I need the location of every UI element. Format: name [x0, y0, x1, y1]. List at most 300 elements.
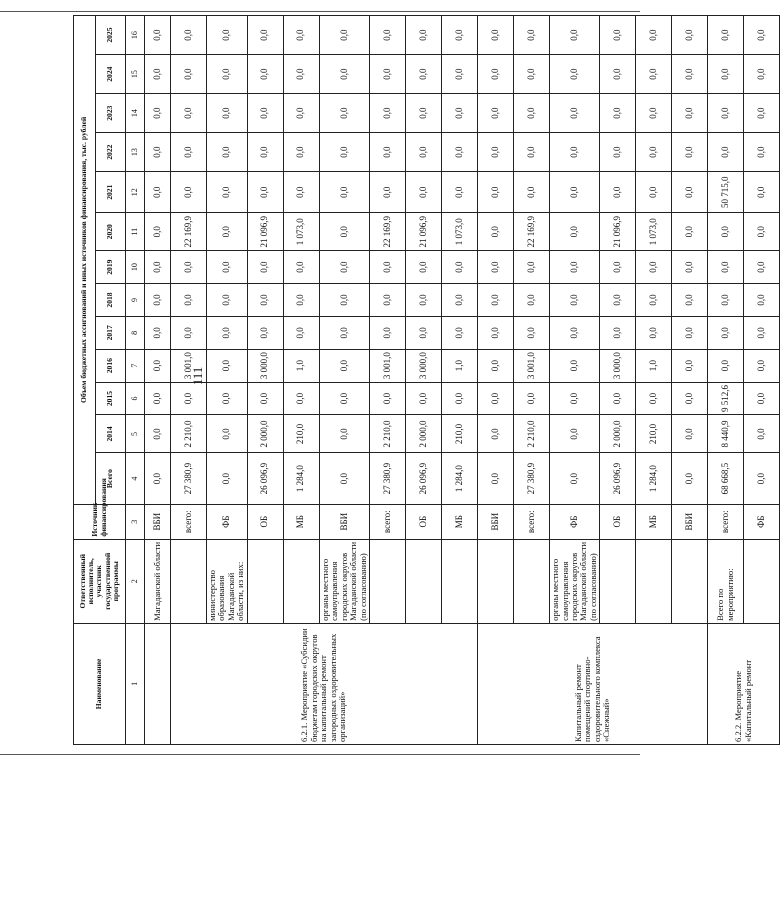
source-cell: ВБИ [672, 504, 708, 539]
table-body [145, 16, 780, 745]
value-cell: 0,0 [145, 316, 171, 349]
value-cell: 0,0 [319, 172, 369, 213]
value-cell: 0,0 [744, 316, 780, 349]
value-cell: 0,0 [744, 415, 780, 453]
value-cell: 0,0 [370, 94, 406, 133]
value-cell: 210,0 [636, 415, 672, 453]
value-cell: 0,0 [550, 415, 600, 453]
total-cell: 0,0 [207, 453, 248, 504]
value-cell: 0,0 [171, 172, 207, 213]
value-cell: 0,0 [247, 16, 283, 55]
value-cell: 8 440,9 [708, 415, 744, 453]
column-number: 14 [126, 94, 145, 133]
value-cell: 0,0 [442, 316, 478, 349]
header-year: 2022 [96, 133, 126, 172]
budget-table [73, 15, 780, 745]
responsible-cell: Магаданской области [145, 539, 171, 623]
header-name: Наименование [74, 623, 126, 744]
source-cell: ВБИ [145, 504, 171, 539]
value-cell: 0,0 [478, 415, 514, 453]
value-cell: 0,0 [550, 172, 600, 213]
value-cell: 0,0 [145, 284, 171, 317]
header-year: 2015 [96, 382, 126, 415]
value-cell: 0,0 [514, 55, 550, 94]
value-cell: 0,0 [370, 16, 406, 55]
value-cell: 0,0 [478, 382, 514, 415]
total-cell: 26 096,9 [247, 453, 283, 504]
value-cell: 0,0 [370, 172, 406, 213]
total-cell: 0,0 [319, 453, 369, 504]
value-cell: 0,0 [319, 16, 369, 55]
responsible-cell [672, 539, 708, 623]
value-cell: 0,0 [672, 94, 708, 133]
source-cell: ОБ [406, 504, 442, 539]
value-cell: 0,0 [406, 133, 442, 172]
value-cell: 0,0 [744, 133, 780, 172]
column-number: 16 [126, 16, 145, 55]
value-cell: 0,0 [207, 94, 248, 133]
header-year: 2023 [96, 94, 126, 133]
source-cell: ВБИ [478, 504, 514, 539]
responsible-cell [406, 539, 442, 623]
responsible-cell [442, 539, 478, 623]
source-cell: всего: [708, 504, 744, 539]
value-cell: 0,0 [145, 55, 171, 94]
value-cell: 0,0 [636, 94, 672, 133]
value-cell: 0,0 [550, 133, 600, 172]
value-cell: 0,0 [550, 382, 600, 415]
value-cell: 0,0 [319, 415, 369, 453]
source-cell: ОБ [247, 504, 283, 539]
value-cell: 0,0 [672, 316, 708, 349]
column-number: 7 [126, 349, 145, 382]
value-cell: 0,0 [406, 316, 442, 349]
value-cell: 210,0 [442, 415, 478, 453]
value-cell: 1 073,0 [283, 213, 319, 251]
value-cell: 0,0 [600, 133, 636, 172]
source-cell: всего: [370, 504, 406, 539]
header-year: 2017 [96, 316, 126, 349]
value-cell: 0,0 [207, 133, 248, 172]
header-volume-title: Объем бюджетных ассигнований и иных источников финансирования, тыс. рублей [74, 16, 96, 505]
value-cell: 0,0 [600, 251, 636, 284]
column-number: 4 [126, 453, 145, 504]
header-responsible: Ответственный исполнитель, участник государственной программы [74, 539, 126, 623]
value-cell: 0,0 [247, 316, 283, 349]
value-cell: 0,0 [283, 382, 319, 415]
source-cell: МБ [283, 504, 319, 539]
value-cell: 0,0 [708, 251, 744, 284]
responsible-cell: министерство образования Магаданской области, из них: [207, 539, 248, 623]
value-cell: 0,0 [442, 16, 478, 55]
value-cell: 0,0 [514, 284, 550, 317]
value-cell: 0,0 [247, 284, 283, 317]
source-cell: ОБ [600, 504, 636, 539]
value-cell: 0,0 [672, 349, 708, 382]
value-cell: 0,0 [319, 349, 369, 382]
value-cell: 0,0 [145, 349, 171, 382]
value-cell: 0,0 [550, 94, 600, 133]
value-cell: 0,0 [672, 415, 708, 453]
total-cell: 0,0 [744, 453, 780, 504]
source-cell: всего: [171, 504, 207, 539]
total-cell: 1 284,0 [283, 453, 319, 504]
value-cell: 0,0 [370, 382, 406, 415]
value-cell: 3 000,0 [406, 349, 442, 382]
total-cell: 27 380,9 [370, 453, 406, 504]
value-cell: 1,0 [442, 349, 478, 382]
value-cell: 0,0 [478, 94, 514, 133]
value-cell: 0,0 [442, 284, 478, 317]
value-cell: 0,0 [283, 16, 319, 55]
value-cell: 2 210,0 [370, 415, 406, 453]
measure-name [145, 623, 171, 744]
value-cell: 210,0 [283, 415, 319, 453]
value-cell: 0,0 [145, 16, 171, 55]
responsible-cell: Всего по мероприятию: [708, 539, 744, 623]
value-cell: 0,0 [406, 284, 442, 317]
value-cell: 0,0 [370, 316, 406, 349]
value-cell: 0,0 [636, 55, 672, 94]
header-source: Источник финансирования [74, 504, 126, 539]
responsible-cell [478, 539, 514, 623]
value-cell: 0,0 [672, 16, 708, 55]
value-cell: 0,0 [478, 213, 514, 251]
source-cell: ФБ [550, 504, 600, 539]
value-cell: 0,0 [744, 213, 780, 251]
value-cell: 0,0 [514, 251, 550, 284]
value-cell: 0,0 [207, 349, 248, 382]
column-number: 9 [126, 284, 145, 317]
value-cell: 0,0 [744, 349, 780, 382]
total-cell: 0,0 [145, 453, 171, 504]
header-year: 2019 [96, 251, 126, 284]
value-cell: 0,0 [207, 415, 248, 453]
value-cell: 0,0 [406, 94, 442, 133]
value-cell: 3 000,0 [600, 349, 636, 382]
column-number: 11 [126, 213, 145, 251]
column-number: 5 [126, 415, 145, 453]
page-number: 111 [190, 366, 205, 386]
total-cell: 0,0 [550, 453, 600, 504]
table-row [145, 16, 171, 745]
value-cell: 0,0 [550, 316, 600, 349]
value-cell: 0,0 [171, 382, 207, 415]
value-cell: 0,0 [478, 172, 514, 213]
value-cell: 3 000,0 [247, 349, 283, 382]
value-cell: 21 096,9 [600, 213, 636, 251]
column-number: 2 [126, 539, 145, 623]
value-cell: 0,0 [600, 284, 636, 317]
value-cell: 0,0 [636, 16, 672, 55]
value-cell: 0,0 [514, 16, 550, 55]
total-cell: 27 380,9 [171, 453, 207, 504]
responsible-cell [636, 539, 672, 623]
column-number-row [126, 16, 145, 745]
value-cell: 0,0 [708, 94, 744, 133]
column-number: 1 [126, 623, 145, 744]
value-cell: 0,0 [406, 172, 442, 213]
value-cell: 0,0 [478, 55, 514, 94]
value-cell: 0,0 [550, 284, 600, 317]
value-cell: 9 512,6 [708, 382, 744, 415]
measure-name: 6.2.2. Мероприятие «Капитальный ремонт [708, 623, 780, 744]
value-cell: 0,0 [708, 284, 744, 317]
header-year: 2025 [96, 16, 126, 55]
measure-name: 6.2.1. Мероприятие «Субсидии бюджетам городских округов на капитальный ремонт загородных оздоровительных организаций» [171, 623, 478, 744]
value-cell: 0,0 [550, 213, 600, 251]
value-cell: 0,0 [744, 382, 780, 415]
value-cell: 22 169,9 [370, 213, 406, 251]
source-cell: ФБ [744, 504, 780, 539]
value-cell: 0,0 [478, 251, 514, 284]
value-cell: 0,0 [514, 382, 550, 415]
header-year: 2024 [96, 55, 126, 94]
value-cell: 0,0 [514, 133, 550, 172]
value-cell: 1,0 [636, 349, 672, 382]
total-cell: 0,0 [478, 453, 514, 504]
value-cell: 0,0 [636, 316, 672, 349]
value-cell: 0,0 [744, 55, 780, 94]
value-cell: 0,0 [247, 55, 283, 94]
total-cell: 1 284,0 [636, 453, 672, 504]
value-cell: 0,0 [145, 382, 171, 415]
value-cell: 0,0 [171, 316, 207, 349]
value-cell: 0,0 [207, 284, 248, 317]
value-cell: 0,0 [442, 251, 478, 284]
value-cell: 0,0 [283, 94, 319, 133]
value-cell: 0,0 [283, 284, 319, 317]
value-cell: 0,0 [550, 349, 600, 382]
value-cell: 0,0 [145, 213, 171, 251]
value-cell: 0,0 [636, 284, 672, 317]
value-cell: 21 096,9 [247, 213, 283, 251]
responsible-cell: органы местного самоуправления городских округов Магаданской области (по согласованию) [550, 539, 600, 623]
value-cell: 0,0 [600, 94, 636, 133]
table-row [171, 16, 207, 745]
value-cell: 0,0 [319, 213, 369, 251]
table-row [478, 16, 514, 745]
top-rule [0, 11, 640, 12]
value-cell: 0,0 [708, 213, 744, 251]
column-number: 3 [126, 504, 145, 539]
value-cell: 0,0 [370, 284, 406, 317]
value-cell: 0,0 [442, 94, 478, 133]
value-cell: 0,0 [744, 94, 780, 133]
value-cell: 0,0 [550, 16, 600, 55]
value-cell: 0,0 [672, 172, 708, 213]
value-cell: 0,0 [514, 94, 550, 133]
value-cell: 0,0 [744, 284, 780, 317]
total-cell: 26 096,9 [406, 453, 442, 504]
value-cell: 0,0 [744, 16, 780, 55]
value-cell: 0,0 [708, 349, 744, 382]
value-cell: 0,0 [442, 382, 478, 415]
value-cell: 0,0 [171, 55, 207, 94]
value-cell: 2 210,0 [171, 415, 207, 453]
value-cell: 0,0 [319, 133, 369, 172]
value-cell: 0,0 [514, 316, 550, 349]
value-cell: 22 169,9 [514, 213, 550, 251]
bottom-rule [0, 754, 640, 755]
header-year: 2020 [96, 213, 126, 251]
value-cell: 0,0 [744, 251, 780, 284]
total-cell: 26 096,9 [600, 453, 636, 504]
value-cell: 0,0 [319, 251, 369, 284]
responsible-cell [171, 539, 207, 623]
column-number: 6 [126, 382, 145, 415]
value-cell: 0,0 [370, 55, 406, 94]
value-cell: 1 073,0 [442, 213, 478, 251]
value-cell: 0,0 [207, 316, 248, 349]
header-year: 2014 [96, 415, 126, 453]
value-cell: 0,0 [247, 172, 283, 213]
responsible-cell [744, 539, 780, 623]
value-cell: 0,0 [319, 316, 369, 349]
total-cell: 1 284,0 [442, 453, 478, 504]
total-cell: 27 380,9 [514, 453, 550, 504]
value-cell: 0,0 [171, 251, 207, 284]
responsible-cell [370, 539, 406, 623]
value-cell: 0,0 [600, 16, 636, 55]
value-cell: 0,0 [406, 382, 442, 415]
value-cell: 2 000,0 [406, 415, 442, 453]
value-cell: 0,0 [442, 133, 478, 172]
value-cell: 0,0 [207, 16, 248, 55]
header-total: Всего [96, 453, 126, 504]
value-cell: 3 001,0 [171, 349, 207, 382]
value-cell: 3 001,0 [514, 349, 550, 382]
value-cell: 0,0 [478, 284, 514, 317]
value-cell: 0,0 [171, 94, 207, 133]
value-cell: 0,0 [145, 251, 171, 284]
budget-table-frame [73, 15, 766, 745]
value-cell: 0,0 [145, 172, 171, 213]
responsible-cell [283, 539, 319, 623]
value-cell: 0,0 [283, 133, 319, 172]
column-number: 13 [126, 133, 145, 172]
value-cell: 0,0 [672, 213, 708, 251]
responsible-cell: органы местного самоуправления городских округов Магаданской области (по согласованию) [319, 539, 369, 623]
value-cell: 0,0 [145, 94, 171, 133]
value-cell: 0,0 [247, 94, 283, 133]
responsible-cell [514, 539, 550, 623]
value-cell: 0,0 [406, 16, 442, 55]
value-cell: 0,0 [406, 55, 442, 94]
value-cell: 0,0 [636, 382, 672, 415]
value-cell: 0,0 [319, 382, 369, 415]
source-cell: МБ [442, 504, 478, 539]
value-cell: 0,0 [672, 55, 708, 94]
value-cell: 2 210,0 [514, 415, 550, 453]
value-cell: 0,0 [550, 251, 600, 284]
source-cell: ВБИ [319, 504, 369, 539]
value-cell: 0,0 [207, 251, 248, 284]
value-cell: 0,0 [283, 172, 319, 213]
value-cell: 0,0 [171, 133, 207, 172]
header-year: 2021 [96, 172, 126, 213]
value-cell: 0,0 [319, 284, 369, 317]
value-cell: 0,0 [370, 133, 406, 172]
value-cell: 21 096,9 [406, 213, 442, 251]
value-cell: 0,0 [247, 382, 283, 415]
value-cell: 50 715,0 [708, 172, 744, 213]
value-cell: 0,0 [247, 133, 283, 172]
value-cell: 0,0 [708, 133, 744, 172]
responsible-cell [247, 539, 283, 623]
responsible-cell [600, 539, 636, 623]
value-cell: 0,0 [283, 55, 319, 94]
column-number: 12 [126, 172, 145, 213]
value-cell: 0,0 [247, 251, 283, 284]
total-cell: 0,0 [672, 453, 708, 504]
value-cell: 0,0 [406, 251, 442, 284]
source-cell: всего: [514, 504, 550, 539]
value-cell: 0,0 [283, 251, 319, 284]
value-cell: 0,0 [207, 172, 248, 213]
value-cell: 0,0 [145, 133, 171, 172]
value-cell: 0,0 [171, 284, 207, 317]
value-cell: 0,0 [283, 316, 319, 349]
value-cell: 0,0 [672, 133, 708, 172]
value-cell: 0,0 [550, 55, 600, 94]
value-cell: 0,0 [600, 55, 636, 94]
value-cell: 0,0 [708, 16, 744, 55]
value-cell: 0,0 [478, 316, 514, 349]
value-cell: 0,0 [478, 349, 514, 382]
value-cell: 0,0 [442, 172, 478, 213]
value-cell: 0,0 [600, 382, 636, 415]
value-cell: 0,0 [207, 55, 248, 94]
value-cell: 0,0 [672, 382, 708, 415]
value-cell: 0,0 [636, 172, 672, 213]
value-cell: 1,0 [283, 349, 319, 382]
value-cell: 0,0 [171, 16, 207, 55]
value-cell: 0,0 [319, 94, 369, 133]
value-cell: 0,0 [370, 251, 406, 284]
value-cell: 0,0 [708, 55, 744, 94]
total-cell: 68 668,5 [708, 453, 744, 504]
source-cell: МБ [636, 504, 672, 539]
value-cell: 0,0 [514, 172, 550, 213]
column-number: 8 [126, 316, 145, 349]
value-cell: 0,0 [636, 133, 672, 172]
value-cell: 22 169,9 [171, 213, 207, 251]
value-cell: 0,0 [600, 316, 636, 349]
value-cell: 0,0 [636, 251, 672, 284]
value-cell: 0,0 [478, 16, 514, 55]
header-year: 2016 [96, 349, 126, 382]
column-number: 10 [126, 251, 145, 284]
value-cell: 0,0 [600, 172, 636, 213]
table-row [708, 16, 744, 745]
value-cell: 0,0 [708, 316, 744, 349]
value-cell: 2 000,0 [600, 415, 636, 453]
value-cell: 2 000,0 [247, 415, 283, 453]
value-cell: 0,0 [672, 251, 708, 284]
value-cell: 0,0 [319, 55, 369, 94]
value-cell: 1 073,0 [636, 213, 672, 251]
value-cell: 0,0 [744, 172, 780, 213]
header-year: 2018 [96, 284, 126, 317]
value-cell: 0,0 [442, 55, 478, 94]
measure-name: Капитальный ремонт помещений спортивно-оздоровительного комплекса «Снежный» [478, 623, 708, 744]
value-cell: 0,0 [672, 284, 708, 317]
value-cell: 0,0 [478, 133, 514, 172]
value-cell: 0,0 [207, 382, 248, 415]
column-number: 15 [126, 55, 145, 94]
source-cell: ФБ [207, 504, 248, 539]
